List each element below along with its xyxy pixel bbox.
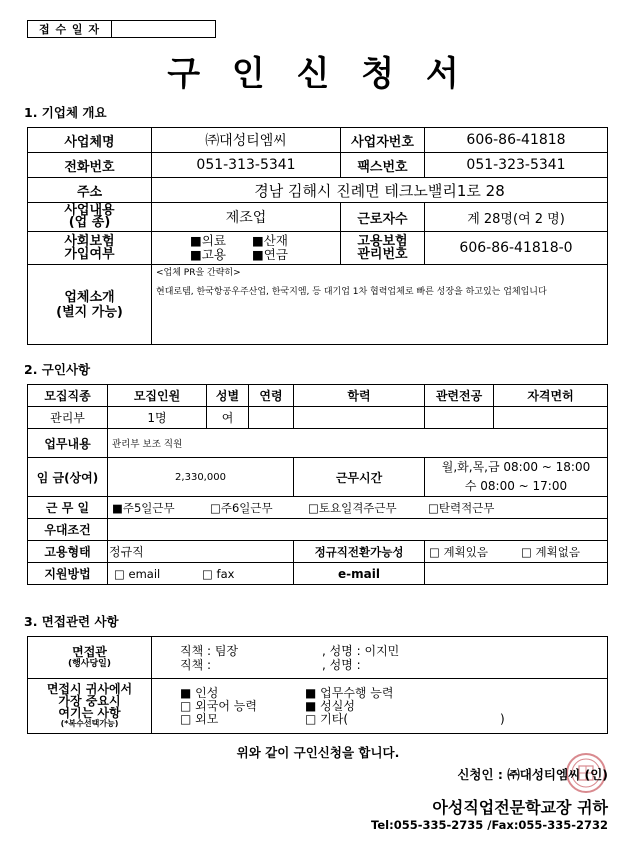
- criteria-performance[interactable]: ■ 업무수행 능력: [305, 685, 394, 700]
- fax-label: 팩스번호: [341, 153, 425, 178]
- workdays-saturday[interactable]: □토요일격주근무: [308, 500, 397, 515]
- criteria-label: [28, 679, 152, 734]
- header-headcount: 모집인원: [108, 385, 207, 407]
- company-table: [27, 127, 608, 345]
- intro-label-line2: (별지 가능): [56, 304, 123, 320]
- phone: 051-313-5341: [152, 153, 341, 178]
- insurance-checks: [152, 232, 341, 265]
- workdays-label: 근 무 일: [28, 497, 108, 519]
- hours-line1: 월,화,목,금 08:00 ~ 18:00: [441, 460, 591, 474]
- criteria-label-line2: 가장 중요시: [58, 694, 121, 708]
- recipient: 아성직업전문학교장 귀하: [432, 798, 608, 817]
- workdays-flexible[interactable]: □탄력적근무: [428, 500, 495, 515]
- header-gender: 성별: [207, 385, 249, 407]
- intro-label: [28, 265, 152, 345]
- business-label-line2: (업 종): [68, 215, 111, 230]
- duty-label: 업무내용: [28, 429, 108, 458]
- value-education: [294, 407, 425, 429]
- address-label: 주소: [28, 178, 152, 203]
- business: 제조업: [152, 203, 341, 232]
- header-license: 자격면허: [494, 385, 608, 407]
- hours: [425, 458, 608, 497]
- interviewer-label-line2: (행사당일): [67, 658, 111, 669]
- contact: Tel:055-335-2735 /Fax:055-335-2732: [371, 818, 608, 832]
- business-label: [28, 203, 152, 232]
- receipt-value[interactable]: [112, 21, 216, 38]
- insurance-label: [28, 232, 152, 265]
- intro-text: 현대로템, 한국항공우주산업, 한국지엠, 등 대기업 1차 협력업체로 빠른 성장을 하고있는 업체입니다: [156, 287, 547, 297]
- job-table: [27, 384, 608, 585]
- value-gender: 여: [207, 407, 249, 429]
- receipt-box: [27, 20, 216, 38]
- emp-ins-no: 606-86-41818-0: [425, 232, 608, 265]
- header-occupation: 모집직종: [28, 385, 108, 407]
- ins-medical[interactable]: ■의료: [190, 233, 226, 248]
- value-license: [494, 407, 608, 429]
- apply-methods: [108, 563, 294, 585]
- hours-line2: 수 08:00 ~ 17:00: [464, 479, 568, 493]
- criteria-language[interactable]: □ 외국어 능력: [180, 698, 257, 713]
- conversion: [425, 541, 608, 563]
- ins-employment[interactable]: ■고용: [190, 247, 226, 262]
- receipt-label: 접 수 일 자: [28, 21, 112, 38]
- value-headcount: 1명: [108, 407, 207, 429]
- criteria-diligence[interactable]: ■ 성실성: [305, 698, 355, 713]
- biz-no-label: 사업자번호: [341, 128, 425, 153]
- header-education: 학력: [294, 385, 425, 407]
- conversion-yes[interactable]: □ 계획있음: [429, 544, 488, 559]
- criteria-label-line1: 면접시 귀사에서: [46, 682, 133, 696]
- applicant: 신청인 : ㈜대성티엠씨 (인): [457, 767, 608, 782]
- apply-email[interactable]: □ email: [114, 566, 161, 581]
- interviewer-2-name: , 성명 :: [322, 657, 361, 672]
- address: 경남 김해시 진례면 테크노밸리1로 28: [152, 178, 608, 203]
- company-name-label: 사업체명: [28, 128, 152, 153]
- criteria-label-line3: 여기는 사항: [58, 706, 121, 720]
- wage: 2,330,000: [108, 458, 294, 497]
- interviewer-2-title: 직책 :: [180, 657, 212, 672]
- insurance-label-line1: 사회보험: [64, 234, 115, 249]
- conversion-label: 정규직전환가능성: [294, 541, 425, 563]
- interview-table: [27, 636, 608, 734]
- emp-ins-label-line2: 관리번호: [357, 247, 408, 262]
- pref: [108, 519, 608, 541]
- wage-label: 임 금(상여): [28, 458, 108, 497]
- email-label: e-mail: [294, 563, 425, 585]
- header-major: 관련전공: [425, 385, 494, 407]
- emp-ins-label: [341, 232, 425, 265]
- hours-label: 근무시간: [294, 458, 425, 497]
- workdays-6[interactable]: □주6일근무: [210, 500, 273, 515]
- workdays: [108, 497, 608, 519]
- insurance-label-line2: 가입여부: [64, 247, 115, 262]
- pref-label: 우대조건: [28, 519, 108, 541]
- criteria-other[interactable]: □ 기타(: [305, 711, 349, 726]
- interviewer-label: [28, 637, 152, 679]
- criteria-appearance[interactable]: □ 외모: [180, 711, 219, 726]
- statement: 위와 같이 구인신청을 합니다.: [236, 745, 400, 760]
- value-major: [425, 407, 494, 429]
- conversion-no[interactable]: □ 계획없음: [521, 544, 580, 559]
- intro-label-line1: 업체소개: [64, 289, 115, 305]
- workers-label: 근로자수: [341, 203, 425, 232]
- criteria-character[interactable]: ■ 인성: [180, 685, 219, 700]
- value-occupation: 관리부: [28, 407, 108, 429]
- apply-fax[interactable]: □ fax: [202, 566, 235, 581]
- fax: 051-323-5341: [425, 153, 608, 178]
- interviewer-info: [152, 637, 608, 679]
- workdays-5[interactable]: ■주5일근무: [112, 500, 175, 515]
- emp-type: 정규직: [108, 541, 294, 563]
- ins-industrial[interactable]: ■산재: [252, 233, 288, 248]
- interviewer-1-name: , 성명 : 이지민: [322, 643, 400, 658]
- email-value[interactable]: [425, 563, 608, 585]
- ins-pension[interactable]: ■연금: [252, 247, 288, 262]
- phone-label: 전화번호: [28, 153, 152, 178]
- value-age: [249, 407, 294, 429]
- emp-ins-label-line1: 고용보험: [357, 234, 408, 249]
- biz-no: 606-86-41818: [425, 128, 608, 153]
- criteria-other-close: ): [500, 711, 505, 726]
- criteria-label-line4: (*복수선택가능): [60, 719, 119, 728]
- section3-heading: 3. 면접관련 사항: [24, 614, 119, 629]
- company-name: ㈜대성티엠씨: [152, 128, 341, 153]
- intro-box: [152, 265, 608, 345]
- page-title: 구 인 신 청 서: [167, 54, 469, 94]
- section1-heading: 1. 기업체 개요: [24, 105, 107, 120]
- apply-label: 지원방법: [28, 563, 108, 585]
- emp-type-label: 고용형태: [28, 541, 108, 563]
- intro-hint: <업체 PR을 간략히>: [156, 268, 241, 278]
- criteria-checks: [152, 679, 608, 734]
- section2-heading: 2. 구인사항: [24, 362, 91, 377]
- workers: 계 28명(여 2 명): [425, 203, 608, 232]
- business-label-line1: 사업내용: [64, 203, 115, 218]
- interviewer-1-title: 직책 : 팀장: [180, 643, 239, 658]
- header-age: 연령: [249, 385, 294, 407]
- duty: 관리부 보조 직원: [108, 429, 608, 458]
- interviewer-label-line1: 면접관: [72, 644, 107, 659]
